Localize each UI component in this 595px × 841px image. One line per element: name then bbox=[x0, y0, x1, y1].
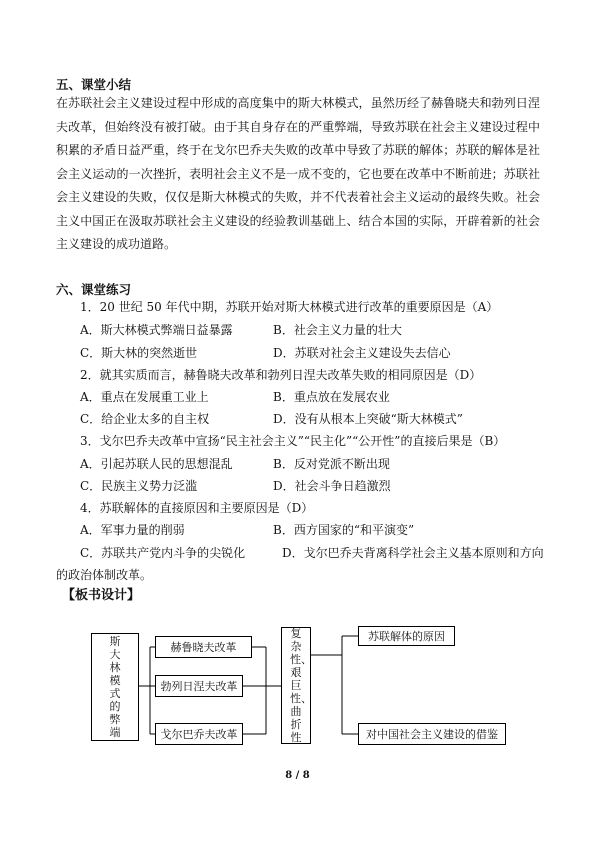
board-root-label: 斯大林模式的弊端 bbox=[109, 635, 121, 739]
summary-heading: 五、课堂小结 bbox=[56, 77, 132, 92]
board-result-1-label: 苏联解体的原因 bbox=[368, 630, 445, 643]
board-result-2-box bbox=[358, 723, 506, 745]
page-number: 8 / 8 bbox=[285, 770, 310, 781]
question-4-stem: 4．苏联解体的直接原因和主要原因是（D） bbox=[80, 501, 314, 515]
board-reform-2-box bbox=[155, 675, 243, 697]
question-3-option-d: D．社会斗争日趋激烈 bbox=[273, 479, 391, 493]
question-2-option-c: C．给企业太多的自主权 bbox=[80, 412, 210, 426]
question-2-stem: 2．就其实质而言，赫鲁晓夫改革和勃列日涅夫改革失败的相同原因是（D） bbox=[80, 368, 482, 382]
question-1-option-c: C．斯大林的突然逝世 bbox=[80, 346, 198, 360]
question-2-option-a: A．重点在发展重工业上 bbox=[80, 390, 209, 404]
question-2-option-d: D．没有从根本上突破“斯大林模式” bbox=[273, 412, 463, 426]
question-4-option-b: B．西方国家的“和平演变” bbox=[273, 523, 415, 537]
question-2-option-b: B．重点放在发展农业 bbox=[273, 390, 390, 404]
summary-paragraph: 在苏联社会主义建设过程中形成的高度集中的斯大林模式，虽然历经了赫鲁晓夫和勃列日涅夫改革，但始终没有被打破。由于其自身存在的严重弊端，导致苏联在社会主义建设过程中积累的矛盾日益严重，终于在戈尔巴乔夫失败的改革中导致了苏联的解体；苏联的解体是社会主义运动的一次挫折，表明社会主义不是一成不变的，它也要在改革中不断前进；苏联社会主义建设的失败，仅仅是斯大林模式的失败，并不代表着社会主义运动的最终失败。社会主义中国正在汲取苏联社会主义建设的经验教训基础上、结合本国的实际，开辟着新的社会主义建设的成功道路。 bbox=[56, 96, 540, 251]
question-3-option-c: C．民族主义势力泛滥 bbox=[80, 479, 198, 493]
board-root-box bbox=[91, 633, 139, 741]
board-reform-3-label: 戈尔巴乔夫改革 bbox=[160, 728, 238, 741]
board-reform-3-box bbox=[155, 723, 243, 745]
question-4-option-d-continued: 的政治体制改革。 bbox=[56, 568, 153, 582]
board-reform-1-label: 赫鲁晓夫改革 bbox=[170, 641, 237, 654]
question-4-option-a: A．军事力量的削弱 bbox=[80, 523, 185, 537]
practice-heading: 六、课堂练习 bbox=[56, 282, 132, 297]
question-3-stem: 3．戈尔巴乔夫改革中宣扬“民主社会主义”“民主化”“公开性”的直接后果是（B） bbox=[80, 434, 506, 448]
question-1-stem: 1．20 世纪 50 年代中期，苏联开始对斯大林模式进行改革的重要原因是（A） bbox=[80, 300, 499, 314]
board-reform-1-box bbox=[155, 636, 252, 658]
board-result-2-label: 对中国社会主义建设的借鉴 bbox=[366, 728, 498, 741]
question-3-option-b: B．反对党派不断出现 bbox=[273, 457, 390, 471]
question-1-option-b: B．社会主义力量的壮大 bbox=[273, 323, 402, 337]
question-1-option-a: A．斯大林模式弊端日益暴露 bbox=[80, 323, 233, 337]
question-4-option-d: D．戈尔巴乔夫背离科学社会主义基本原则和方向 bbox=[282, 546, 544, 560]
question-1-option-d: D．苏联对社会主义建设失去信心 bbox=[273, 346, 451, 360]
board-nature-label: 复杂性、艰巨性、曲折性 bbox=[290, 627, 312, 744]
board-nature-box bbox=[281, 627, 311, 744]
board-reform-2-label: 勃列日涅夫改革 bbox=[160, 680, 238, 693]
board-result-1-box bbox=[358, 626, 455, 646]
question-3-option-a: A．引起苏联人民的思想混乱 bbox=[80, 457, 233, 471]
board-design-title: 【板书设计】 bbox=[62, 588, 141, 603]
question-4-option-c: C．苏联共产党内斗争的尖锐化 bbox=[80, 546, 246, 560]
